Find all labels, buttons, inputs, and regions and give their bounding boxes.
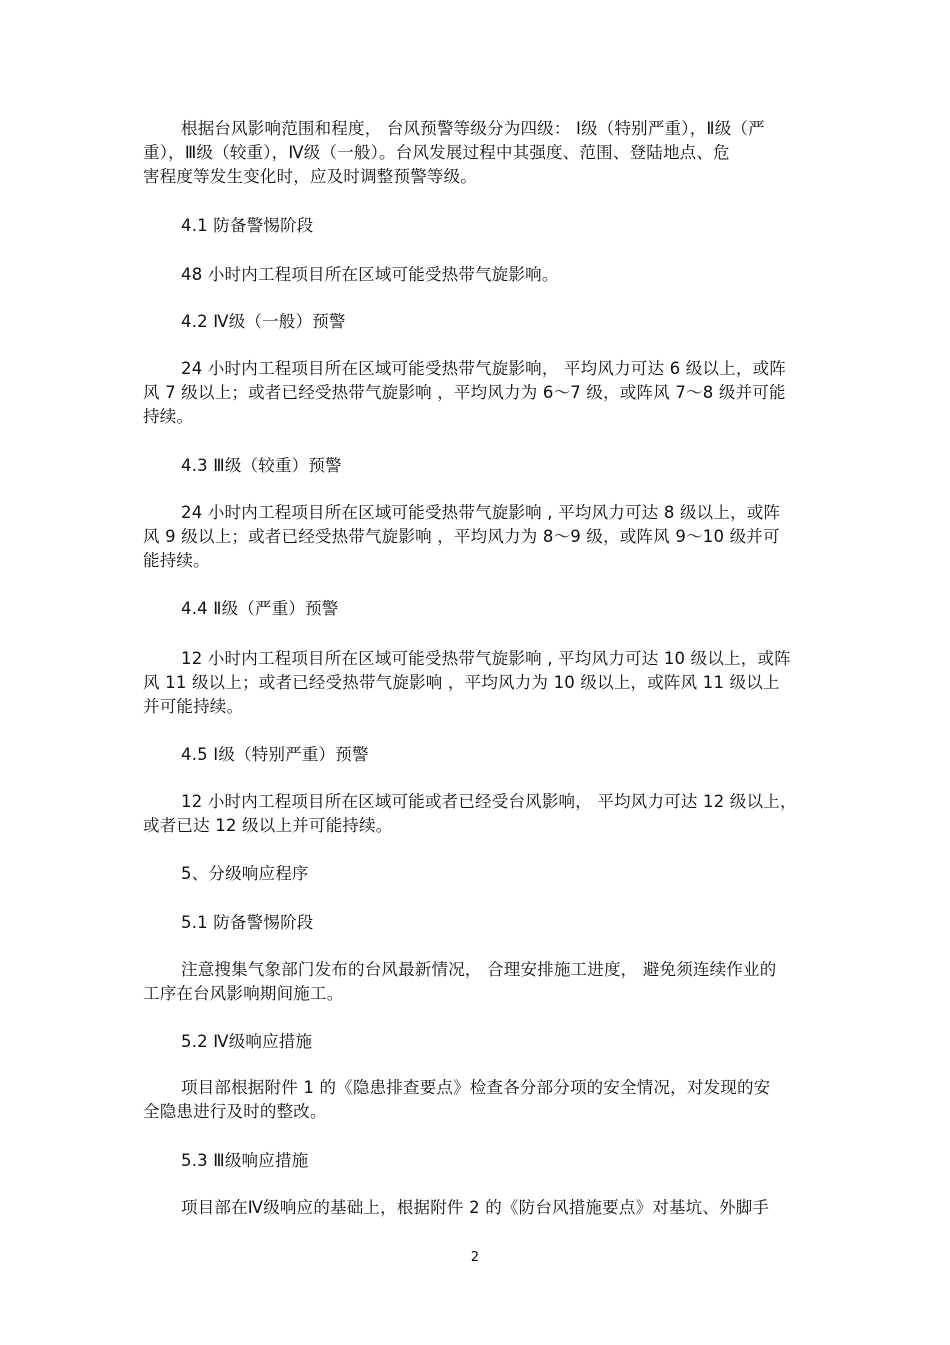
text-line: 工序在台风影响期间施工。 [143, 984, 344, 1003]
text-line: 根据台风影响范围和程度， 台风预警等级分为四级： Ⅰ级（特别严重），Ⅱ级（严 [181, 119, 765, 138]
section-heading: 4.1 防备警惕阶段 [181, 216, 314, 235]
text-line: 并可能持续。 [143, 697, 244, 716]
paragraph-4-1 [143, 263, 848, 287]
text-line: 项目部根据附件 1 的《隐患排查要点》检查各分部分项的安全情况，对发现的安 [181, 1078, 771, 1097]
section-heading: 4.5 Ⅰ级（特别严重）预警 [181, 745, 369, 764]
paragraph-4-4 [143, 647, 848, 719]
text-line: 能持续。 [143, 551, 210, 570]
section-heading: 5.1 防备警惕阶段 [181, 913, 314, 932]
section-heading: 4.3 Ⅲ级（较重）预警 [181, 456, 342, 475]
paragraph-4-3 [143, 501, 848, 573]
heading-4-3 [143, 454, 848, 478]
paragraph-5-1 [143, 958, 848, 1006]
heading-4-1 [143, 214, 848, 238]
section-heading: 4.4 Ⅱ级（严重）预警 [181, 599, 339, 618]
text-line: 风 9 级以上；或者已经受热带气旋影响 ，平均风力为 8～9 级，或阵风 9～10 级并可 [143, 527, 780, 546]
paragraph-4-2 [143, 357, 848, 429]
paragraph-4-5 [143, 790, 848, 838]
text-line: 24 小时内工程项目所在区域可能受热带气旋影响， 平均风力可达 6 级以上，或阵 [181, 359, 786, 378]
text-line: 注意搜集气象部门发布的台风最新情况， 合理安排施工进度， 避免须连续作业的 [181, 960, 777, 979]
text-line: 48 小时内工程项目所在区域可能受热带气旋影响。 [181, 265, 559, 284]
text-line: 24 小时内工程项目所在区域可能受热带气旋影响 , 平均风力可达 8 级以上，或阵 [181, 503, 781, 522]
paragraph-5-3 [143, 1196, 848, 1220]
heading-5-1 [143, 911, 848, 935]
heading-4-5 [143, 743, 848, 767]
section-heading: 5.2 Ⅳ级响应措施 [181, 1032, 313, 1051]
text-line: 项目部在Ⅳ级响应的基础上，根据附件 2 的《防台风措施要点》对基坑、外脚手 [181, 1198, 770, 1217]
page-number: 2 [470, 1250, 480, 1265]
heading-4-2 [143, 310, 848, 334]
text-line: 害程度等发生变化时，应及时调整预警等级。 [143, 167, 477, 186]
section-heading: 5、分级响应程序 [181, 864, 309, 883]
section-heading: 4.2 Ⅳ级（一般）预警 [181, 312, 346, 331]
section-heading: 5.3 Ⅲ级响应措施 [181, 1151, 309, 1170]
text-line: 重），Ⅲ级（较重），Ⅳ级（一般）。台风发展过程中其强度、范围、登陆地点、危 [143, 143, 730, 162]
paragraph-5-2 [143, 1076, 848, 1124]
text-line: 全隐患进行及时的整改。 [143, 1102, 327, 1121]
heading-5 [143, 862, 848, 886]
text-line: 或者已达 12 级以上并可能持续。 [143, 816, 393, 835]
text-line: 12 小时内工程项目所在区域可能或者已经受台风影响， 平均风力可达 12 级以上， [181, 792, 797, 811]
heading-4-4 [143, 597, 848, 621]
paragraph-intro [143, 117, 848, 189]
text-line: 风 7 级以上；或者已经受热带气旋影响 ，平均风力为 6～7 级，或阵风 7～8 级并可能 [143, 383, 786, 402]
text-line: 持续。 [143, 407, 194, 426]
text-line: 12 小时内工程项目所在区域可能受热带气旋影响 , 平均风力可达 10 级以上，或阵 [181, 649, 791, 668]
text-line: 风 11 级以上；或者已经受热带气旋影响 ，平均风力为 10 级以上，或阵风 11 级以上 [143, 673, 780, 692]
heading-5-3 [143, 1149, 848, 1173]
heading-5-2 [143, 1030, 848, 1054]
